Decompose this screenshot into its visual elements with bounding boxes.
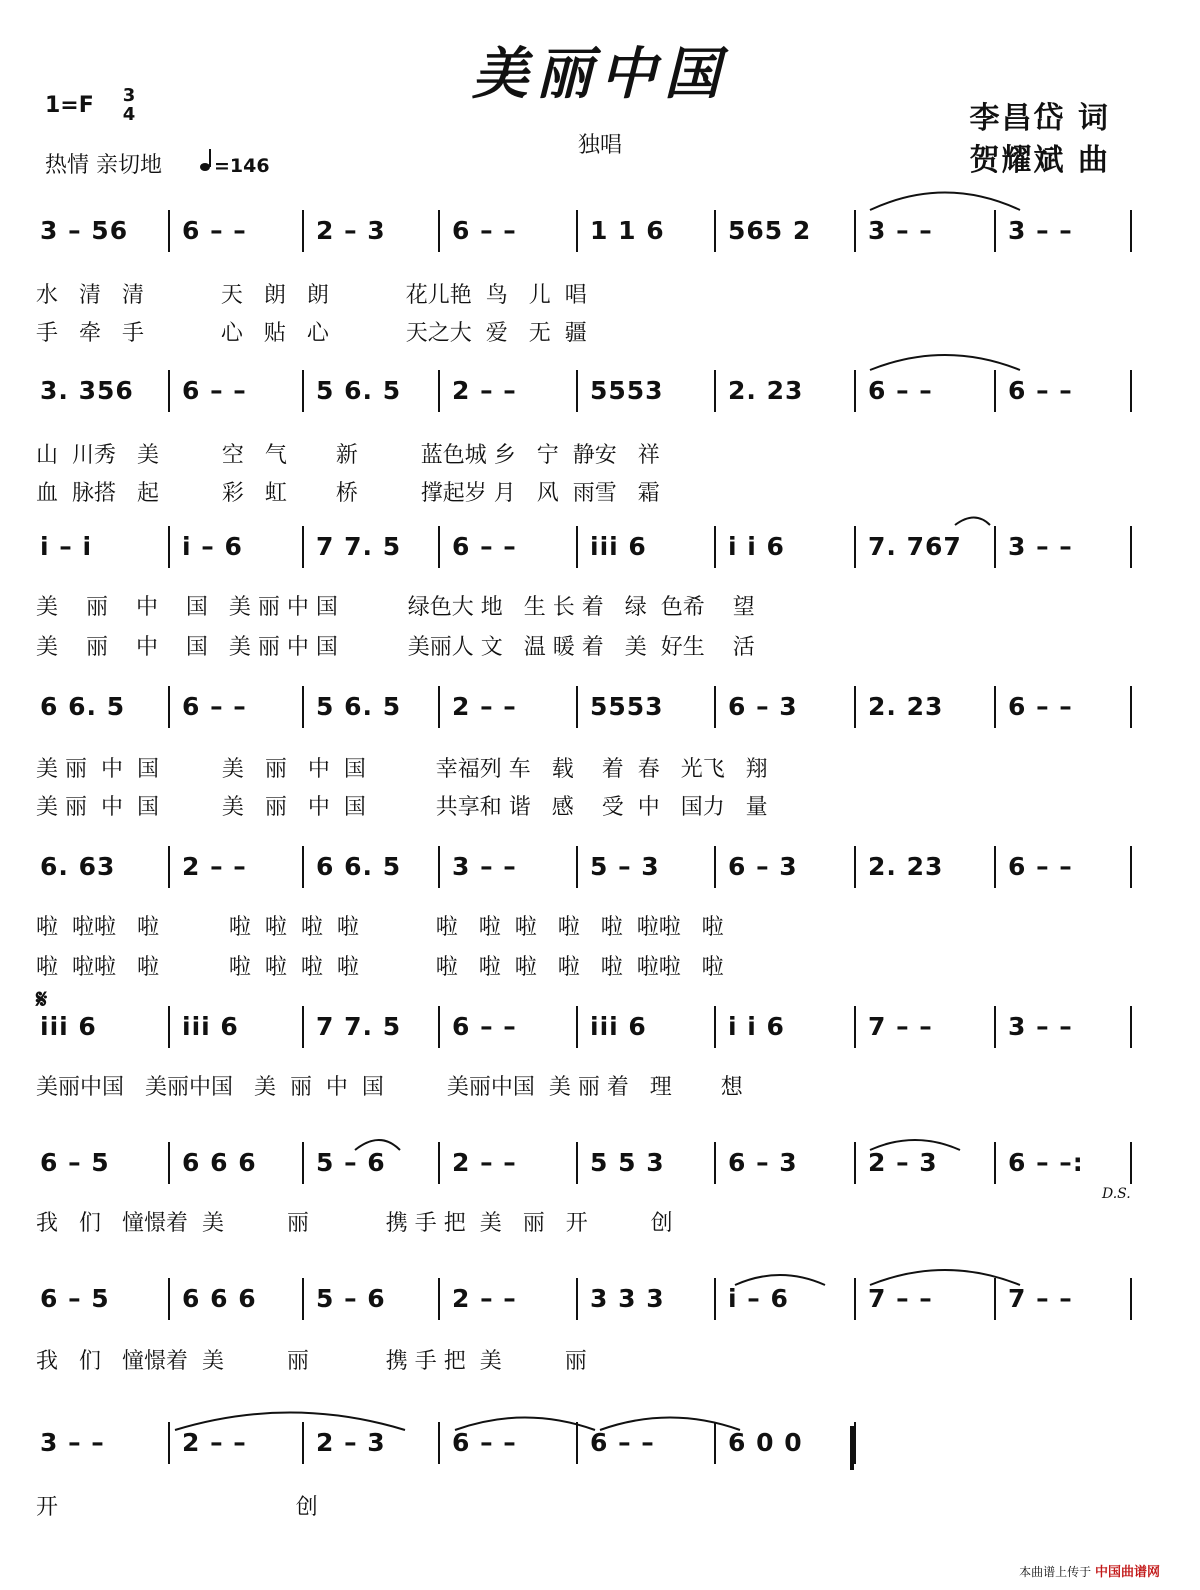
barline xyxy=(438,1422,440,1464)
barline xyxy=(1130,1142,1132,1184)
measure-notes: iii 6 xyxy=(182,1012,239,1041)
barline xyxy=(1130,210,1132,252)
measure-notes: 6 – 3 xyxy=(728,1148,798,1177)
measure-notes: 6 – 5 xyxy=(40,1284,110,1313)
measure-notes: 7 – – xyxy=(868,1012,943,1041)
measure-notes: 6 – – xyxy=(182,692,257,721)
lyric-line: 山 川秀 美 空 气 新 蓝色城 乡 宁 静安 祥 xyxy=(36,443,660,468)
slur xyxy=(955,518,990,526)
barline xyxy=(1130,370,1132,412)
barline xyxy=(994,1278,996,1320)
barline xyxy=(302,210,304,252)
barline xyxy=(994,1006,996,1048)
measure-notes: 2 – 3 xyxy=(868,1148,938,1177)
barline xyxy=(168,526,170,568)
measure-notes: 2 – – xyxy=(452,1148,527,1177)
measure-notes: 6. 63 xyxy=(40,852,116,881)
measure-notes: 6 0 0 xyxy=(728,1428,803,1457)
barline xyxy=(302,1278,304,1320)
barline xyxy=(994,846,996,888)
measure-notes: 6 – – xyxy=(590,1428,665,1457)
measure-notes: 6 6. 5 xyxy=(316,852,402,881)
measure-notes: 5553 xyxy=(590,376,664,405)
barline xyxy=(854,370,856,412)
composer: 贺耀斌 曲 xyxy=(969,143,1110,178)
barline xyxy=(302,1142,304,1184)
lyric-line: 我 们 憧憬着 美 丽 携 手 把 美 丽 xyxy=(36,1349,587,1374)
barline xyxy=(438,686,440,728)
barline xyxy=(302,1422,304,1464)
barline xyxy=(854,1006,856,1048)
barline xyxy=(854,1278,856,1320)
barline xyxy=(168,210,170,252)
measure-notes: i – 6 xyxy=(728,1284,789,1313)
measure-notes: 6 6. 5 xyxy=(40,692,126,721)
measure-notes: 6 – – xyxy=(182,216,257,245)
lyric-line: 啦 啦啦 啦 啦 啦 啦 啦 啦 啦 啦 啦 啦 啦啦 啦 xyxy=(36,955,724,980)
measure-notes: 7 7. 5 xyxy=(316,1012,402,1041)
lyric-line: 血 脉搭 起 彩 虹 桥 撑起岁 月 风 雨雪 霜 xyxy=(36,481,660,506)
measure-notes: 2 – 3 xyxy=(316,1428,386,1457)
measure-notes: 6 6 6 xyxy=(182,1284,257,1313)
barline xyxy=(302,370,304,412)
measure-notes: i – 6 xyxy=(182,532,243,561)
barline xyxy=(168,1278,170,1320)
barline xyxy=(576,526,578,568)
measure-notes: 2 – 3 xyxy=(316,216,386,245)
measure-notes: 3 – – xyxy=(40,1428,115,1457)
measure-notes: i i 6 xyxy=(728,1012,785,1041)
measure-notes: 5 6. 5 xyxy=(316,692,402,721)
barline xyxy=(168,370,170,412)
key-signature: 1=F xyxy=(45,93,94,118)
measure-notes: 3 – – xyxy=(868,216,943,245)
barline xyxy=(994,210,996,252)
lyric-line: 开 创 xyxy=(36,1495,318,1520)
song-title: 美丽中国 xyxy=(472,41,728,107)
lyric-line: 水 清 清 天 朗 朗 花儿艳 鸟 儿 唱 xyxy=(36,283,587,308)
barline xyxy=(1130,686,1132,728)
barline xyxy=(302,686,304,728)
measure-notes: 5 6. 5 xyxy=(316,376,402,405)
quarter-note-icon xyxy=(200,148,214,177)
measure-notes: 6 – – xyxy=(1008,692,1083,721)
segno-icon: 𝄋 xyxy=(36,985,48,1015)
measure-notes: 3 – – xyxy=(1008,1012,1083,1041)
measure-notes: 2 – – xyxy=(452,692,527,721)
barline xyxy=(994,686,996,728)
measure-notes: 7 – – xyxy=(868,1284,943,1313)
slur xyxy=(870,355,1020,370)
barline xyxy=(438,370,440,412)
barline xyxy=(714,1278,716,1320)
time-bottom: 4 xyxy=(122,104,136,125)
lyric-line: 美 丽 中 国 美 丽 中 国 幸福列 车 载 着 春 光飞 翔 xyxy=(36,757,768,782)
measure-notes: 3 – 56 xyxy=(40,216,129,245)
measure-notes: 2. 23 xyxy=(728,376,804,405)
barline xyxy=(576,1422,578,1464)
barline xyxy=(168,1422,170,1464)
tempo-marking xyxy=(200,148,270,177)
measure-notes: 6 – 5 xyxy=(40,1148,110,1177)
barline xyxy=(302,846,304,888)
performance-type: 独唱 xyxy=(577,133,622,158)
measure-notes: 2. 23 xyxy=(868,692,944,721)
measure-notes: 6 – – xyxy=(452,532,527,561)
measure-notes: 6 – – xyxy=(1008,376,1083,405)
barline xyxy=(438,1142,440,1184)
barline xyxy=(302,1006,304,1048)
lyricist: 李昌岱 词 xyxy=(969,101,1110,136)
measure-notes: 7 – – xyxy=(1008,1284,1083,1313)
credits xyxy=(970,98,1110,182)
time-top: 3 xyxy=(122,85,136,106)
barline xyxy=(576,846,578,888)
barline xyxy=(438,526,440,568)
lyric-line: 美丽中国 美丽中国 美 丽 中 国 美丽中国 美 丽 着 理 想 xyxy=(36,1075,743,1100)
footer-text: 本曲谱上传于 xyxy=(1019,1565,1092,1579)
barline xyxy=(168,1142,170,1184)
measure-notes: 3. 356 xyxy=(40,376,134,405)
barline xyxy=(714,370,716,412)
barline xyxy=(168,686,170,728)
lyric-line: 美 丽 中 国 美 丽 中 国 共享和 谐 感 受 中 国力 量 xyxy=(36,795,768,820)
measure-notes: 2 – – xyxy=(452,1284,527,1313)
measure-notes: 7. 767 xyxy=(868,532,962,561)
barline xyxy=(576,1142,578,1184)
time-signature xyxy=(118,86,140,124)
lyric-line: 美 丽 中 国 美 丽 中 国 美丽人 文 温 暖 着 美 好生 活 xyxy=(36,635,755,660)
barline xyxy=(714,1422,716,1464)
measure-notes: 2 – – xyxy=(182,1428,257,1457)
barline xyxy=(994,526,996,568)
measure-notes: 6 – – xyxy=(452,216,527,245)
slur xyxy=(870,193,1020,211)
barline xyxy=(438,1006,440,1048)
lyric-line: 啦 啦啦 啦 啦 啦 啦 啦 啦 啦 啦 啦 啦 啦啦 啦 xyxy=(36,915,724,940)
measure-notes: 3 – – xyxy=(1008,532,1083,561)
slur xyxy=(870,1270,1020,1285)
lyric-line: 手 牵 手 心 贴 心 天之大 爱 无 疆 xyxy=(36,321,587,346)
measure-notes: 3 – – xyxy=(1008,216,1083,245)
measure-notes: 5 – 6 xyxy=(316,1284,386,1313)
barline xyxy=(1130,1278,1132,1320)
measure-notes: 6 – – xyxy=(452,1428,527,1457)
measure-notes: 6 – –: xyxy=(1008,1148,1084,1177)
measure-notes: i – i xyxy=(40,532,93,561)
barline xyxy=(302,526,304,568)
measure-notes: 565 2 xyxy=(728,216,812,245)
measure-notes: 6 – – xyxy=(452,1012,527,1041)
lyric-line: 我 们 憧憬着 美 丽 携 手 把 美 丽 开 创 xyxy=(36,1211,673,1236)
barline xyxy=(714,1006,716,1048)
measure-notes: i i 6 xyxy=(728,532,785,561)
site-brand: 中国曲谱网 xyxy=(1094,1565,1160,1580)
measure-notes: 7 7. 5 xyxy=(316,532,402,561)
barline xyxy=(438,210,440,252)
barline xyxy=(1130,1006,1132,1048)
measure-notes: 2 – – xyxy=(452,376,527,405)
barline xyxy=(168,846,170,888)
barline xyxy=(576,1278,578,1320)
barline xyxy=(854,210,856,252)
barline xyxy=(1130,526,1132,568)
barline xyxy=(168,1006,170,1048)
barline xyxy=(854,1422,856,1464)
ds-mark: D.S. xyxy=(1102,1186,1131,1202)
barline xyxy=(576,1006,578,1048)
barline xyxy=(714,1142,716,1184)
measure-notes: 6 – 3 xyxy=(728,692,798,721)
measure-notes: 2 – – xyxy=(182,852,257,881)
measure-notes: 5 – 6 xyxy=(316,1148,386,1177)
tempo-value: =146 xyxy=(214,155,270,177)
measure-notes: 6 – – xyxy=(1008,852,1083,881)
barline xyxy=(714,210,716,252)
barline xyxy=(576,370,578,412)
measure-notes: 5 5 3 xyxy=(590,1148,665,1177)
barline xyxy=(854,686,856,728)
barline xyxy=(854,1142,856,1184)
barline xyxy=(714,686,716,728)
measure-notes: 5 – 3 xyxy=(590,852,660,881)
lyric-line: 美 丽 中 国 美 丽 中 国 绿色大 地 生 长 着 绿 色希 望 xyxy=(36,595,755,620)
measure-notes: 3 3 3 xyxy=(590,1284,665,1313)
measure-notes: 5553 xyxy=(590,692,664,721)
measure-notes: iii 6 xyxy=(590,532,647,561)
barline xyxy=(994,370,996,412)
barline xyxy=(576,686,578,728)
barline xyxy=(854,846,856,888)
measure-notes: 3 – – xyxy=(452,852,527,881)
measure-notes: 6 – – xyxy=(182,376,257,405)
barline xyxy=(714,526,716,568)
footer xyxy=(1019,1561,1160,1580)
measure-notes: 1 1 6 xyxy=(590,216,665,245)
measure-notes: 6 – 3 xyxy=(728,852,798,881)
measure-notes: 2. 23 xyxy=(868,852,944,881)
measure-notes: 6 – – xyxy=(868,376,943,405)
barline xyxy=(994,1142,996,1184)
measure-notes: 6 6 6 xyxy=(182,1148,257,1177)
barline xyxy=(1130,846,1132,888)
measure-notes: iii 6 xyxy=(40,1012,97,1041)
barline xyxy=(714,846,716,888)
barline xyxy=(438,846,440,888)
barline xyxy=(576,210,578,252)
barline xyxy=(438,1278,440,1320)
measure-notes: iii 6 xyxy=(590,1012,647,1041)
tempo-text: 热情 亲切地 xyxy=(45,153,162,178)
barline xyxy=(854,526,856,568)
